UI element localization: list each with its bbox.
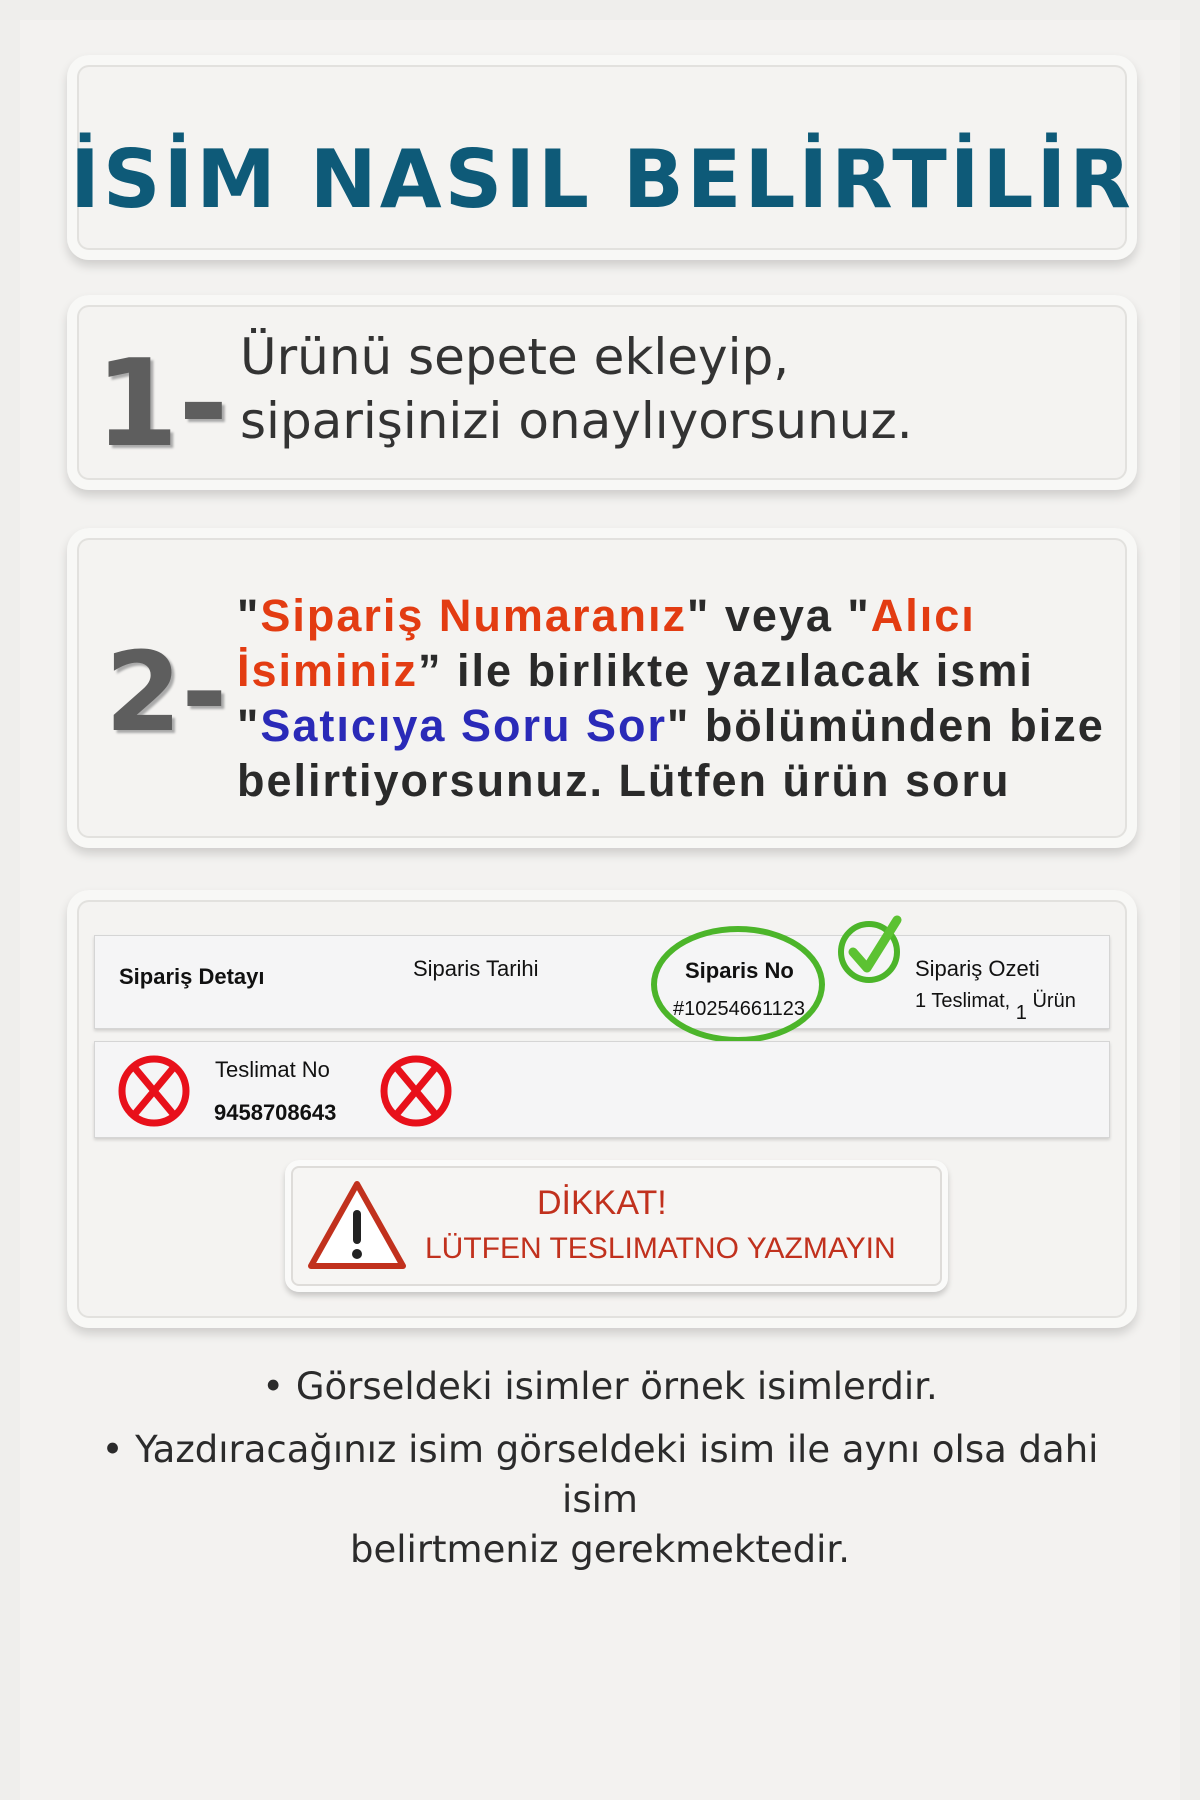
text: " [237, 700, 261, 751]
page-title: İSİM NASIL BELİRTİLİR [70, 133, 1134, 226]
step-2-card [67, 528, 1137, 848]
note-item: • Görseldeki isimler örnek isimlerdir. [262, 1365, 938, 1408]
x-mark-icon [117, 1054, 191, 1128]
order-date-label: Siparis Tarihi [413, 956, 539, 981]
text: 1 Teslimat, [915, 990, 1011, 1012]
text: 1 [1015, 1002, 1027, 1024]
text: Ürün [1032, 990, 1076, 1012]
delivery-row [94, 1041, 1110, 1138]
text: " veya " [686, 590, 871, 641]
order-summary-value [915, 990, 1076, 1024]
order-no-label: Siparis No [685, 958, 794, 983]
text: " [237, 590, 261, 641]
note-item: • Yazdıracağınız isim görseldeki isim ile aynı olsa dahi isim belirtmeniz gerekmektedir. [101, 1428, 1099, 1571]
text: " bölümünden bize [666, 700, 1105, 751]
check-icon [837, 914, 905, 984]
delivery-no-value: 9458708643 [214, 1100, 337, 1125]
order-header-row [94, 935, 1110, 1029]
text: belirtiyorsunuz. Lütfen ürün soru [237, 755, 1011, 806]
text: ” ile birlikte yazılacak ismi [418, 645, 1034, 696]
highlight-recipient: İsiminiz [237, 645, 419, 696]
step-text-line: Ürünü sepete ekleyip, [240, 328, 790, 386]
warning-icon [305, 1178, 409, 1274]
text: Görseldeki isimler örnek isimlerdir. [295, 1365, 938, 1408]
text: belirtmeniz gerekmektedir. [350, 1528, 850, 1571]
warning-box [285, 1160, 948, 1292]
highlight-recipient: Alıcı [870, 590, 976, 641]
warning-title: DİKKAT! [537, 1184, 667, 1222]
step-number: 2- [105, 628, 228, 756]
warning-text: LÜTFEN TESLIMATNO YAZMAYIN [425, 1232, 896, 1265]
order-no-value: #10254661123 [673, 998, 805, 1020]
step-text-line: siparişinizi onaylıyorsunuz. [240, 392, 913, 450]
step-2-text [237, 588, 1137, 808]
highlight-circle [651, 926, 825, 1043]
highlight-order-number: Sipariş Numaranız [260, 590, 687, 641]
step-1-card [67, 295, 1137, 490]
highlight-ask-seller: Satıcıya Soru Sor [260, 700, 667, 751]
order-summary-label: Sipariş Ozeti [915, 956, 1040, 981]
title-card [67, 55, 1137, 260]
order-detail-label: Sipariş Detayı [119, 964, 265, 989]
x-mark-icon [379, 1054, 453, 1128]
step-1-text [240, 325, 913, 453]
delivery-no-label: Teslimat No [215, 1057, 330, 1082]
example-card [67, 890, 1137, 1328]
step-number: 1- [95, 335, 229, 474]
text: Yazdıracağınız isim görseldeki isim ile aynı olsa dahi isim [135, 1428, 1099, 1521]
